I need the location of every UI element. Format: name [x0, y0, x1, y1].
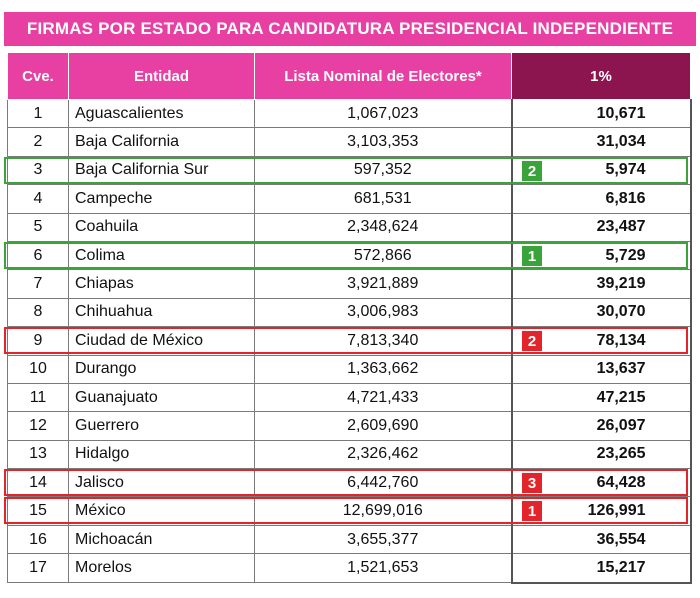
cell-percent: 126,991 [512, 497, 691, 525]
cell-entidad: Chiapas [69, 270, 255, 298]
cell-percent: 5,974 [512, 156, 691, 184]
page-title: FIRMAS POR ESTADO PARA CANDIDATURA PRESIDENCIAL INDEPENDIENTE [4, 12, 696, 46]
table-row [8, 100, 691, 128]
cell-lista-nominal: 2,609,690 [255, 412, 512, 440]
signatures-table [7, 52, 692, 584]
cell-cve: 8 [8, 298, 69, 326]
cell-percent: 39,219 [512, 270, 691, 298]
cell-entidad: Baja California [69, 128, 255, 156]
cell-percent: 47,215 [512, 383, 691, 411]
cell-entidad: Ciudad de México [69, 327, 255, 355]
cell-lista-nominal: 1,067,023 [255, 100, 512, 128]
cell-cve: 2 [8, 128, 69, 156]
cell-cve: 4 [8, 185, 69, 213]
cell-entidad: Jalisco [69, 469, 255, 497]
column-header-entidad: Entidad [69, 53, 255, 100]
table-row [8, 440, 691, 468]
cell-cve: 11 [8, 383, 69, 411]
table-row [8, 185, 691, 213]
cell-lista-nominal: 1,363,662 [255, 355, 512, 383]
table-row [8, 213, 691, 241]
table-row [8, 128, 691, 156]
cell-lista-nominal: 3,103,353 [255, 128, 512, 156]
rank-badge: 3 [522, 473, 542, 493]
cell-lista-nominal: 3,921,889 [255, 270, 512, 298]
cell-lista-nominal: 1,521,653 [255, 554, 512, 583]
cell-cve: 13 [8, 440, 69, 468]
cell-cve: 14 [8, 469, 69, 497]
cell-percent: 6,816 [512, 185, 691, 213]
cell-cve: 10 [8, 355, 69, 383]
cell-percent: 30,070 [512, 298, 691, 326]
table-row [8, 383, 691, 411]
cell-lista-nominal: 3,006,983 [255, 298, 512, 326]
cell-lista-nominal: 2,348,624 [255, 213, 512, 241]
cell-percent: 5,729 [512, 241, 691, 269]
table-row [8, 525, 691, 553]
rank-badge: 2 [522, 161, 542, 181]
cell-lista-nominal: 681,531 [255, 185, 512, 213]
table-row [8, 554, 691, 583]
cell-percent: 13,637 [512, 355, 691, 383]
cell-lista-nominal: 597,352 [255, 156, 512, 184]
table-row [8, 497, 691, 525]
table-row [8, 327, 691, 355]
cell-entidad: Campeche [69, 185, 255, 213]
table-row [8, 412, 691, 440]
cell-entidad: Guerrero [69, 412, 255, 440]
table-row [8, 298, 691, 326]
table-header-row [8, 53, 691, 100]
table-body [8, 100, 691, 583]
column-header-lista-nominal: Lista Nominal de Electores* [255, 53, 512, 100]
table-row [8, 241, 691, 269]
rank-badge: 1 [522, 246, 542, 266]
cell-cve: 5 [8, 213, 69, 241]
cell-cve: 1 [8, 100, 69, 128]
cell-percent: 31,034 [512, 128, 691, 156]
cell-entidad: Morelos [69, 554, 255, 583]
rank-badge: 2 [522, 331, 542, 351]
cell-lista-nominal: 572,866 [255, 241, 512, 269]
cell-lista-nominal: 4,721,433 [255, 383, 512, 411]
cell-percent: 15,217 [512, 554, 691, 583]
column-header-percent: 1% [512, 53, 691, 100]
cell-entidad: México [69, 497, 255, 525]
cell-percent: 64,428 [512, 469, 691, 497]
cell-lista-nominal: 2,326,462 [255, 440, 512, 468]
cell-entidad: Durango [69, 355, 255, 383]
cell-percent: 36,554 [512, 525, 691, 553]
table-row [8, 156, 691, 184]
cell-percent: 10,671 [512, 100, 691, 128]
table-row [8, 270, 691, 298]
rank-badge: 1 [522, 501, 542, 521]
cell-cve: 6 [8, 241, 69, 269]
column-header-cve: Cve. [8, 53, 69, 100]
cell-entidad: Colima [69, 241, 255, 269]
cell-lista-nominal: 3,655,377 [255, 525, 512, 553]
cell-entidad: Aguascalientes [69, 100, 255, 128]
cell-cve: 16 [8, 525, 69, 553]
cell-entidad: Michoacán [69, 525, 255, 553]
cell-entidad: Guanajuato [69, 383, 255, 411]
cell-lista-nominal: 12,699,016 [255, 497, 512, 525]
cell-entidad: Chihuahua [69, 298, 255, 326]
cell-percent: 78,134 [512, 327, 691, 355]
cell-cve: 12 [8, 412, 69, 440]
cell-cve: 3 [8, 156, 69, 184]
cell-lista-nominal: 6,442,760 [255, 469, 512, 497]
table-row [8, 355, 691, 383]
cell-lista-nominal: 7,813,340 [255, 327, 512, 355]
cell-cve: 17 [8, 554, 69, 583]
cell-cve: 15 [8, 497, 69, 525]
cell-percent: 23,487 [512, 213, 691, 241]
cell-entidad: Hidalgo [69, 440, 255, 468]
cell-cve: 9 [8, 327, 69, 355]
cell-entidad: Coahuila [69, 213, 255, 241]
cell-entidad: Baja California Sur [69, 156, 255, 184]
cell-percent: 23,265 [512, 440, 691, 468]
cell-percent: 26,097 [512, 412, 691, 440]
table-row [8, 469, 691, 497]
cell-cve: 7 [8, 270, 69, 298]
